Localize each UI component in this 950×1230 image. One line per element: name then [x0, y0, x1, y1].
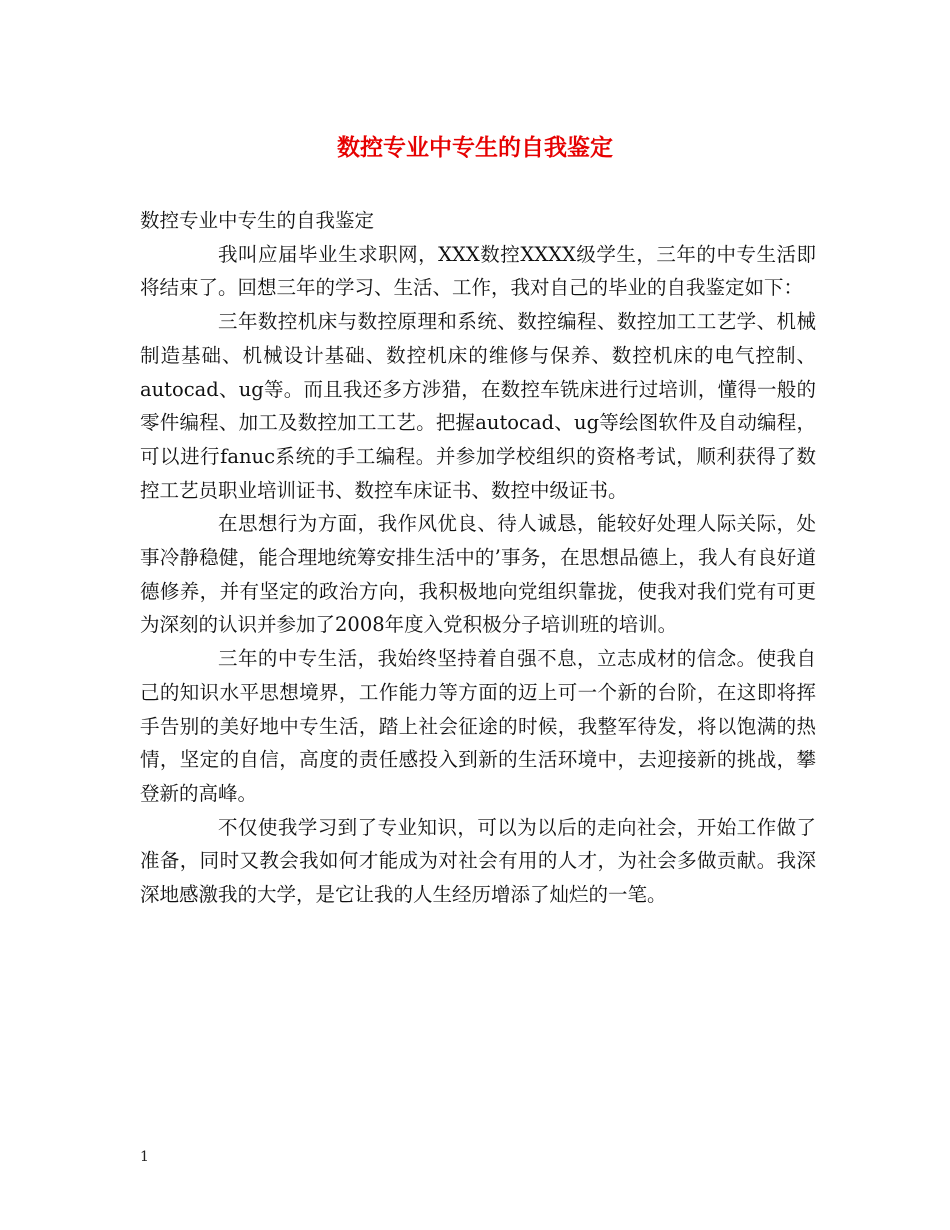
- paragraph-intro: 我叫应届毕业生求职网，XXX数控XXXX级学生，三年的中专生活即将结束了。回想三年的学习、生活、工作，我对自己的毕业的自我鉴定如下：: [140, 242, 816, 300]
- document-body: [140, 204, 816, 912]
- document-subtitle: 数控专业中专生的自我鉴定: [140, 209, 375, 232]
- page-number: 1: [140, 1149, 149, 1165]
- paragraph-growth: 三年的中专生活，我始终坚持着自强不息，立志成材的信念。使我自己的知识水平思想境界，工作能力等方面的迈上可一个新的台阶，在这即将挥手告别的美好地中专生活，踏上社会征途的时候，我整军待发，将以饱满的热情，坚定的自信，高度的责任感投入到新的生活环境中，去迎接新的挑战，攀登新的高峰。: [140, 647, 816, 805]
- document-title: 数控专业中专生的自我鉴定: [337, 135, 613, 161]
- paragraph-conclusion: 不仅使我学习到了专业知识，可以为以后的走向社会，开始工作做了准备，同时又教会我如何才能成为对社会有用的人才，为社会多做贡献。我深深地感激我的大学，是它让我的人生经历增添了灿烂的一笔。: [140, 815, 816, 907]
- paragraph-conduct: 在思想行为方面，我作风优良、待人诚恳，能较好处理人际关际，处事冷静稳健，能合理地统筹安排生活中的’事务，在思想品德上，我人有良好道德修养，并有坚定的政治方向，我积极地向党组织靠拢，使我对我们党有可更为深刻的认识并参加了2008年度入党积极分子培训班的培训。: [140, 512, 816, 637]
- paragraph-courses: 三年数控机床与数控原理和系统、数控编程、数控加工工艺学、机械制造基础、机械设计基础、数控机床的维修与保养、数控机床的电气控制、autocad、ug等。而且我还多方涉猎，在数控车铣床进行过培训，懂得一般的零件编程、加工及数控加工工艺。把握autocad、ug等绘图软件及自动编程，可以进行fanuc系统的手工编程。并参加学校组织的资格考试，顺利获得了数控工艺员职业培训证书、数控车床证书、数控中级证书。: [140, 310, 816, 502]
